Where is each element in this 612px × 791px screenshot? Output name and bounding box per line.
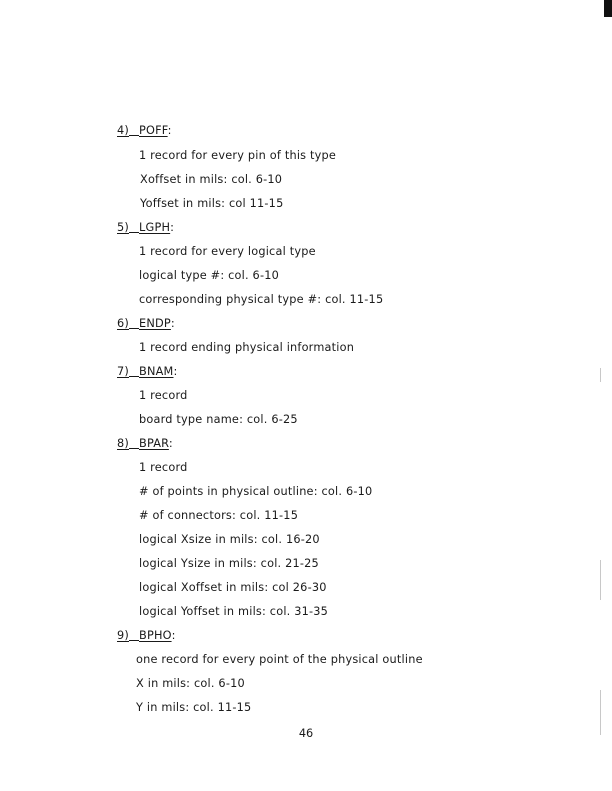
list-item: # of points in physical outline: col. 6-10 (139, 485, 373, 498)
list-item: Xoffset in mils: col. 6-10 (140, 173, 283, 186)
list-item: logical Xsize in mils: col. 16-20 (139, 533, 320, 546)
list-item: 1 record for every logical type (139, 245, 316, 258)
list-item: 1 record (139, 461, 188, 474)
list-item: 1 record ending physical information (139, 341, 355, 354)
scan-artifact (600, 560, 601, 600)
section-heading-bpho: 9) BPHO: (117, 629, 176, 642)
list-item: logical type #: col. 6-10 (139, 269, 279, 282)
section-number: 8) (117, 437, 129, 450)
section-heading-poff: 4) POFF: (117, 124, 172, 137)
section-keyword: BPHO (139, 629, 172, 642)
list-item: 1 record for every pin of this type (139, 149, 337, 162)
list-item: corresponding physical type #: col. 11-15 (139, 293, 384, 306)
section-number: 4) (117, 124, 129, 137)
section-heading-bpar: 8) BPAR: (117, 437, 173, 450)
list-item: logical Yoffset in mils: col. 31-35 (139, 605, 329, 618)
section-keyword: BNAM (139, 365, 174, 378)
section-keyword: POFF (139, 124, 168, 137)
section-heading-endp: 6) ENDP: (117, 317, 175, 330)
list-item: # of connectors: col. 11-15 (139, 509, 299, 522)
scan-artifact (600, 690, 601, 735)
section-number: 6) (117, 317, 129, 330)
section-keyword: ENDP (139, 317, 171, 330)
list-item: Yoffset in mils: col 11-15 (140, 197, 284, 210)
section-keyword: LGPH (139, 221, 171, 234)
scan-artifact (600, 368, 601, 382)
list-item: Y in mils: col. 11-15 (136, 701, 252, 714)
list-item: 1 record (139, 389, 188, 402)
scan-corner-mark (604, 0, 612, 17)
page-number: 46 (298, 727, 314, 740)
section-number: 7) (117, 365, 129, 378)
section-keyword: BPAR (139, 437, 169, 450)
list-item: logical Xoffset in mils: col 26-30 (139, 581, 327, 594)
list-item: board type name: col. 6-25 (139, 413, 298, 426)
list-item: X in mils: col. 6-10 (136, 677, 245, 690)
list-item: logical Ysize in mils: col. 21-25 (139, 557, 319, 570)
section-number: 5) (117, 221, 129, 234)
section-number: 9) (117, 629, 129, 642)
section-heading-bnam: 7) BNAM: (117, 365, 178, 378)
section-heading-lgph: 5) LGPH: (117, 221, 175, 234)
list-item: one record for every point of the physical outline (136, 653, 423, 666)
